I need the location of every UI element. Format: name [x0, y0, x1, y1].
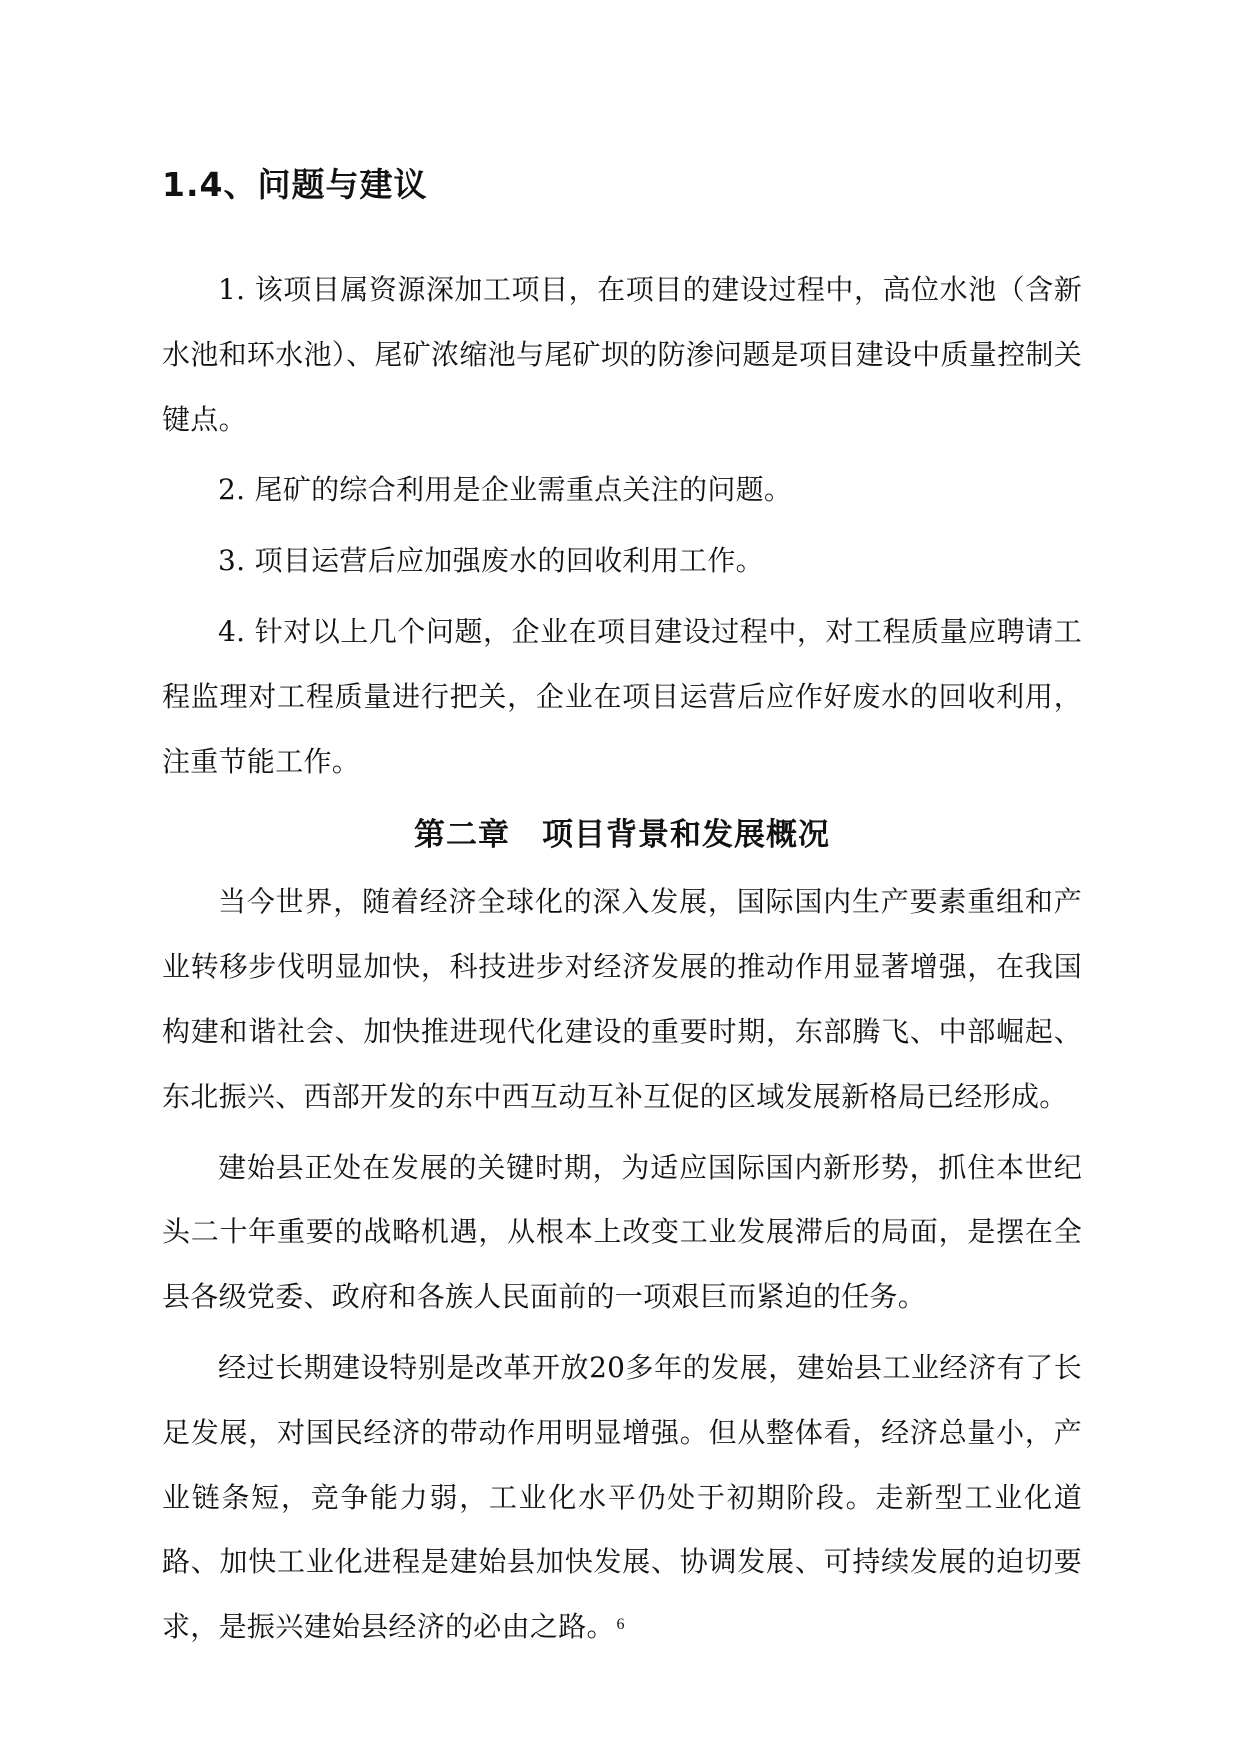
chapter-heading: 第二章 项目背景和发展概况 [414, 817, 830, 854]
page-content [162, 150, 1082, 1666]
issue-item-1: 1. 该项目属资源深加工项目，在项目的建设过程中，高位水池（含新水池和环水池）、尾矿浓缩池与尾矿坝的防渗问题是项目建设中质量控制关键点。 [162, 273, 1082, 436]
chapter-paragraph-2: 建始县正处在发展的关键时期，为适应国际国内新形势，抓住本世纪头二十年重要的战略机遇，从根本上改变工业发展滞后的局面，是摆在全县各级党委、政府和各族人民面前的一项艰巨而紧迫的任务。 [162, 1150, 1082, 1314]
chapter-paragraph-3: 经过长期建设特别是改革开放20多年的发展，建始县工业经济有了长足发展，对国民经济的带动作用明显增强。但从整体看，经济总量小，产业链条短，竞争能力弱，工业化水平仍处于初期阶段。走新型工业化道路、加快工业化进程是建始县加快发展、协调发展、可持续发展的迫切要求，是振兴建始县经济的必由之路。 [162, 1350, 1082, 1644]
chapter-paragraph-1: 当今世界，随着经济全球化的深入发展，国际国内生产要素重组和产业转移步伐明显加快，科技进步对经济发展的推动作用显著增强，在我国构建和谐社会、加快推进现代化建设的重要时期，东部腾飞、中部崛起、东北振兴、西部开发的东中西互动互补互促的区域发展新格局已经形成。 [162, 885, 1082, 1113]
page-number: 6 [616, 1616, 625, 1633]
issue-item-3: 3. 项目运营后应加强废水的回收利用工作。 [218, 544, 764, 578]
section-heading: 1.4、问题与建议 [162, 165, 428, 204]
issue-item-2: 2. 尾矿的综合利用是企业需重点关注的问题。 [218, 473, 793, 507]
issue-item-4: 4. 针对以上几个问题，企业在项目建设过程中，对工程质量应聘请工程监理对工程质量进行把关，企业在项目运营后应作好废水的回收利用，注重节能工作。 [162, 614, 1082, 778]
